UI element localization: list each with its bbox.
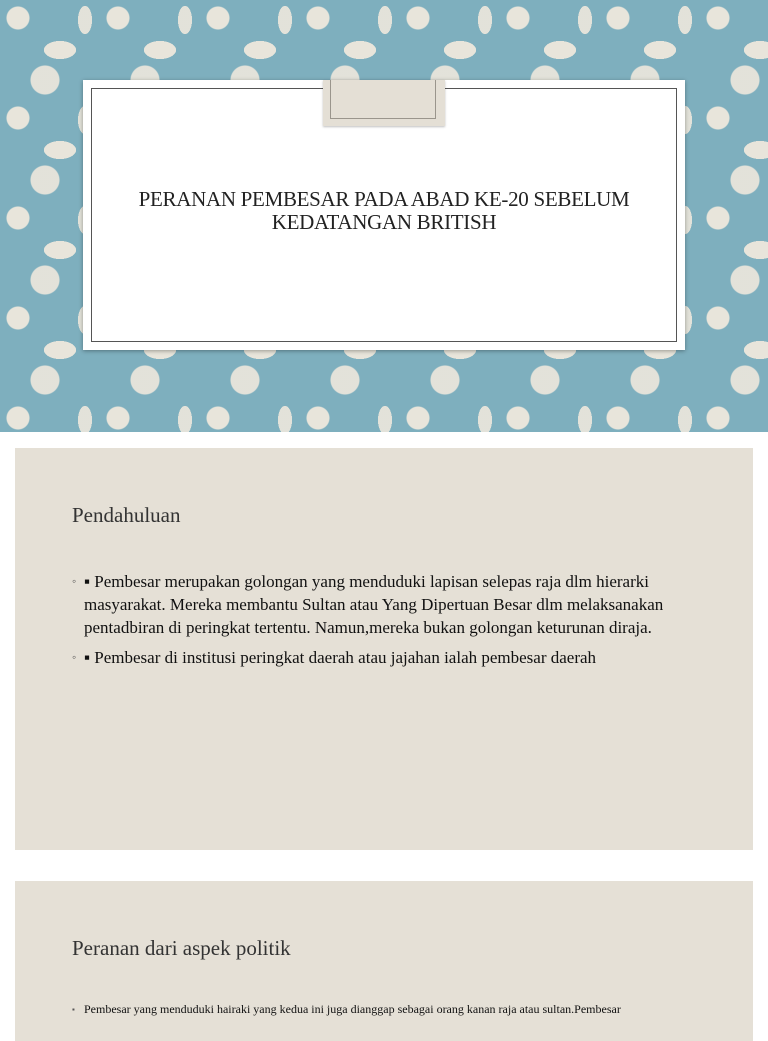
bullet-marker-icon: ▪ — [72, 1005, 75, 1014]
bullet-list — [72, 570, 712, 676]
slide-peranan-politik — [15, 881, 753, 1041]
slide-pendahuluan — [15, 448, 753, 850]
title-slide — [0, 0, 768, 432]
bullet-marker-icon: ◦ — [72, 650, 77, 664]
slide-heading: Pendahuluan — [72, 503, 181, 527]
bullet-text: Pembesar yang menduduki hairaki yang kedua ini juga dianggap sebagai orang kanan raja atau sultan.Pembesar — [84, 1002, 621, 1016]
bullet-marker-icon: ◦ — [72, 574, 77, 588]
list-item — [72, 646, 712, 669]
bullet-list — [72, 1002, 722, 1017]
slide-heading: Peranan dari aspek politik — [72, 936, 291, 960]
title-tab-inner — [330, 80, 436, 119]
bullet-text: ▪ Pembesar merupakan golongan yang menduduki lapisan selepas raja dlm hierarki masyarakat. Mereka membantu Sultan atau Yang Dipertuan Besar dlm melaksanakan pentadbiran di peringkat tertentu. Namun,mereka bukan golongan keturunan diraja. — [84, 572, 664, 637]
bullet-text: ▪ Pembesar di institusi peringkat daerah atau jajahan ialah pembesar daerah — [84, 648, 597, 667]
title-tab — [323, 80, 445, 126]
title-frame — [83, 80, 685, 350]
slide-title: PERANAN PEMBESAR PADA ABAD KE-20 SEBELUM KEDATANGAN BRITISH — [138, 187, 630, 234]
list-item — [72, 570, 712, 639]
list-item — [72, 1002, 722, 1017]
